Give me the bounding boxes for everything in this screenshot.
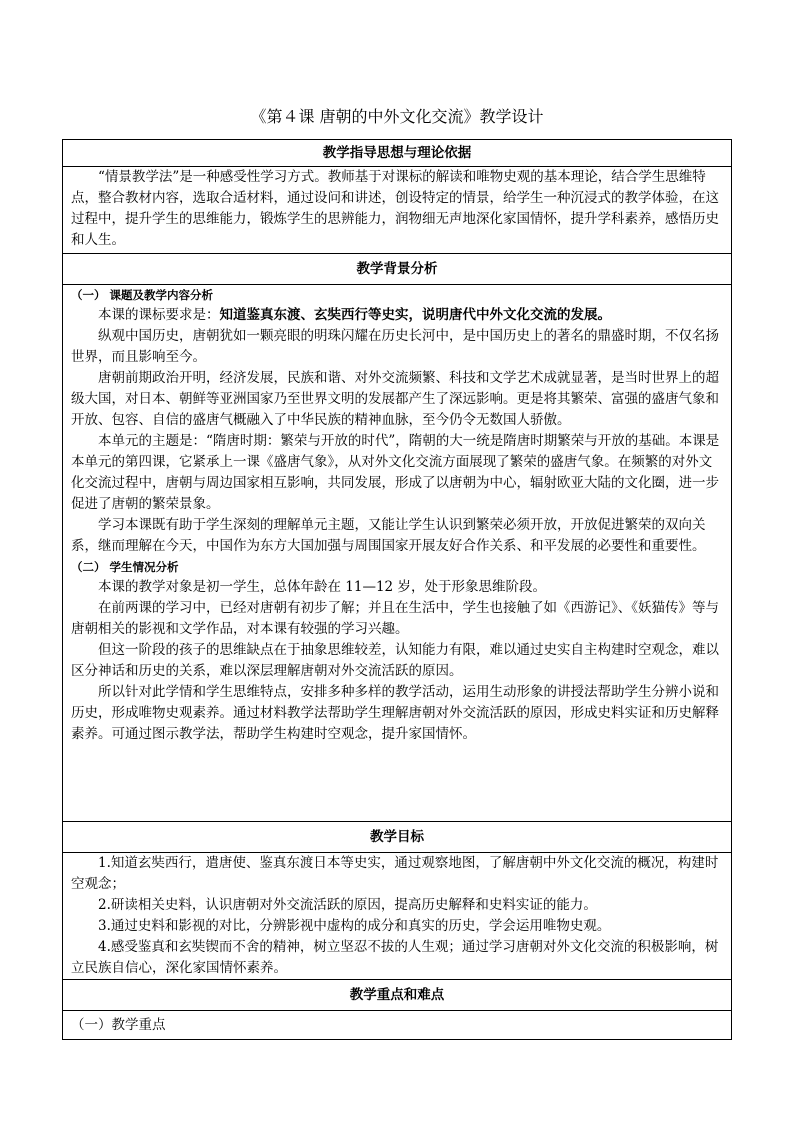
background-paragraph-3: 唐朝前期政治开明，经济发展，民族和谐、对外交流频繁、科技和文学艺术成就显著，是当时世界上的超级大国，对日本、朝鲜等亚洲国家乃至世界文明的发展都产生了深远影响。更是将其繁荣、富强的盛唐气象和开放、包容、自信的盛唐气概融入了中华民族的精神血脉，至今仍令无数国人骄傲。: [71, 370, 719, 428]
document-title: 《第４课 唐朝的中外文化交流》教学设计: [250, 107, 544, 126]
requirement-text: 知道鉴真东渡、玄奘西行等史实，说明唐代中外文化交流的发展。: [219, 307, 611, 323]
goal-item: 4.感受鉴真和玄奘锲而不舍的精神，树立坚忍不拔的人生观；通过学习唐朝对外文化交流的积极影响，树立民族自信心，深化家国情怀素养。: [71, 939, 719, 976]
background-paragraph-4: 本单元的主题是：“隋唐时期：繁荣与开放的时代”，隋朝的大一统是隋唐时期繁荣与开放的基础。本课是本单元的第四课，它紧承上一课《盛唐气象》，从对外文化交流方面展现了繁荣的盛唐气象。在频繁的对外文化交流过程中，唐朝与周边国家相互影响，共同发展，形成了以唐朝为中心，辐射欧亚大陆的文化圈，进一步促进了唐朝的繁荣景象。: [71, 433, 720, 512]
lesson-plan-table: [62, 139, 732, 1040]
student-paragraph-2: 在前两课的学习中，已经对唐朝有初步了解；并且在生活中，学生也接触了如《西游记》、《妖猫传》等与唐朝相关的影视和文学作品，对本课有较强的学习兴趣。: [71, 600, 719, 637]
section-header-key-points: 教学重点和难点: [63, 980, 732, 1011]
background-content: [63, 285, 732, 822]
section-header-goals: 教学目标: [63, 822, 732, 853]
background-paragraph-5: 学习本课既有助于学生深刻的理解单元主题，又能让学生认识到繁荣必须开放，开放促进繁荣的双向关系，继而理解在今天，中国作为东方大国加强与周围国家开展友好合作关系、和平发展的必要性和重要性。: [71, 517, 706, 554]
key-points-content: [63, 1011, 732, 1040]
subheading-student-analysis: （二） 学生情况分析: [71, 560, 179, 574]
curriculum-requirement: [71, 305, 723, 326]
section-header-background: 教学背景分析: [63, 254, 732, 285]
requirement-prefix: 本课的课标要求是：: [98, 307, 220, 323]
goal-item: 3.通过史料和影视的对比，分辨影视中虚构的成分和真实的历史，学会运用唯物史观。: [98, 918, 611, 934]
guiding-content: [63, 167, 732, 254]
guiding-paragraph: “情景教学法”是一种感受性学习方式。教师基于对课标的解读和唯物史观的基本理论，结合学生思维特点，整合教材内容，选取合适材料，通过设问和讲述，创设特定的情景，给学生一种沉浸式的教学体验，在这过程中，提升学生的思维能力，锻炼学生的思辨能力，润物细无声地深化家国情怀，提升学科素养，感悟历史和人生。: [71, 169, 719, 248]
background-paragraph-2: 纵观中国历史，唐朝犹如一颗亮眼的明珠闪耀在历史长河中，是中国历史上的著名的鼎盛时期，不仅名扬世界，而且影响至今。: [71, 328, 719, 365]
subheading-topic-analysis: （一） 课题及教学内容分析: [71, 288, 214, 302]
goals-content: [63, 853, 732, 980]
student-paragraph-1: 本课的教学对象是初一学生，总体年龄在 11—12 岁，处于形象思维阶段。: [98, 579, 546, 595]
student-paragraph-3: 但这一阶段的孩子的思维缺点在于抽象思维较差，认知能力有限，难以通过史实自主构建时空观念，难以区分神话和历史的关系，难以深层理解唐朝对外交流活跃的原因。: [71, 642, 719, 679]
goal-item: 2.研读相关史料，认识唐朝对外交流活跃的原因，提高历史解释和史料实证的能力。: [98, 897, 597, 913]
subheading-key-points: （一）教学重点: [71, 1016, 166, 1033]
section-header-guiding: 教学指导思想与理论依据: [63, 140, 732, 167]
student-paragraph-4: 所以针对此学情和学生思维特点，安排多种多样的教学活动，运用生动形象的讲授法帮助学生分辨小说和历史，形成唯物史观素养。通过材料教学法帮助学生理解唐朝对外交流活跃的原因，形成史料实证和历史解释素养。可通过图示教学法，帮助学生构建时空观念，提升家国情怀。: [71, 684, 719, 742]
goal-item: 1.知道玄奘西行，遣唐使、鉴真东渡日本等史实，通过观察地图，了解唐朝中外文化交流的概况，构建时空观念；: [71, 855, 719, 892]
